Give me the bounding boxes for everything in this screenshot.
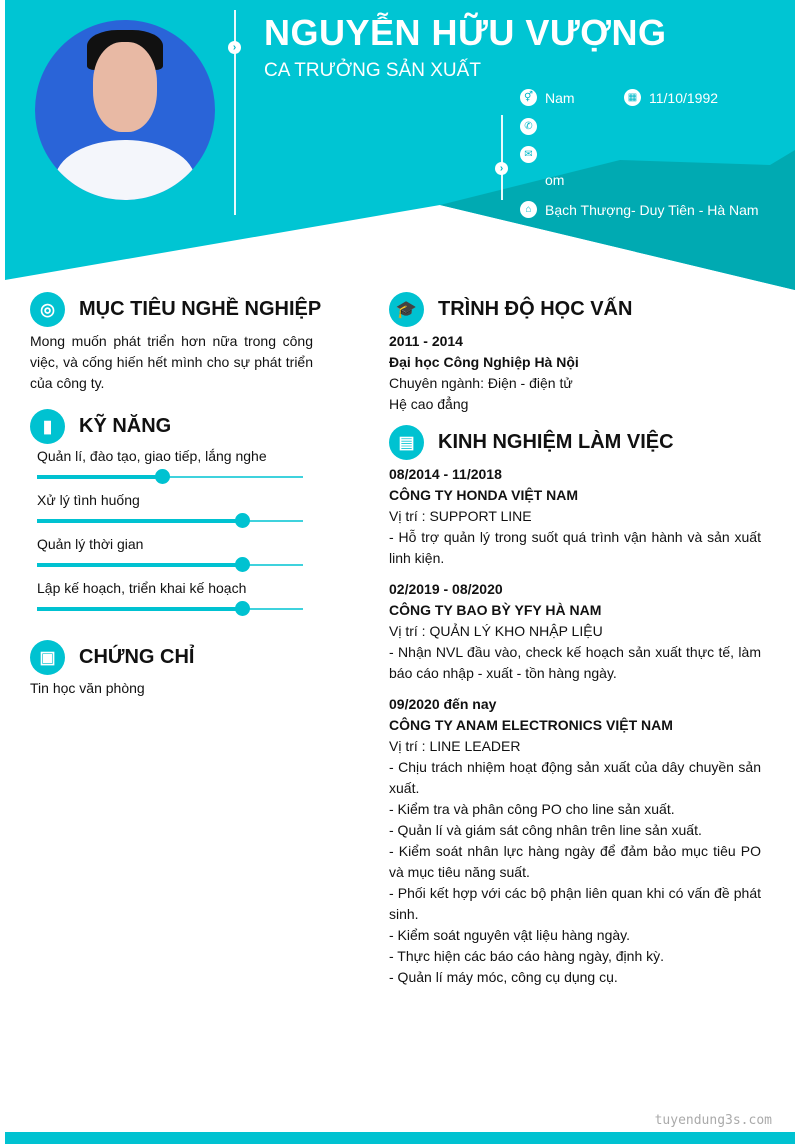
job-entry <box>389 694 761 988</box>
skill-label: Quản lí, đào tạo, giao tiếp, lắng nghe <box>37 448 267 464</box>
skill-item <box>37 536 303 566</box>
divider <box>501 115 503 200</box>
phone-icon: ✆ <box>520 118 537 135</box>
skill-bar <box>37 476 303 478</box>
objective-text: Mong muốn phát triển hơn nữa trong công việc, và cống hiến hết mình cho sự phát triển của công ty. <box>30 333 313 391</box>
footer-bar <box>5 1132 795 1144</box>
company-name: CÔNG TY BAO BỲ YFY HÀ NAM <box>389 602 602 618</box>
job-position: Vị trí : QUẢN LÝ KHO NHẬP LIỆU <box>389 623 603 639</box>
degree-level: Hệ cao đẳng <box>389 396 469 412</box>
email-icon: ✉ <box>520 146 537 163</box>
skill-fill <box>37 563 242 567</box>
company-name: CÔNG TY ANAM ELECTRONICS VIỆT NAM <box>389 717 673 733</box>
job-detail: - Chịu trách nhiệm hoạt động sản xuất của dây chuyền sản xuất. <box>389 759 761 796</box>
skill-knob <box>235 513 250 528</box>
address: Bạch Thượng- Duy Tiên - Hà Nam <box>545 201 759 218</box>
skills-heading: KỸ NĂNG <box>79 415 172 437</box>
job-title: CA TRƯỞNG SẢN XUẤT <box>264 60 481 81</box>
job-detail: - Nhận NVL đầu vào, check kế hoạch sản xuất thực tế, làm báo cáo nhập - xuất - tồn hàng ngày. <box>389 644 761 681</box>
job-detail: - Quản lí và giám sát công nhân trên line sản xuất. <box>389 822 702 838</box>
calendar-icon: ▦ <box>624 89 641 106</box>
watermark: tuyendung3s.com <box>654 1113 772 1128</box>
chevron-right-icon: › <box>228 41 241 54</box>
education-heading: TRÌNH ĐỘ HỌC VẤN <box>438 298 633 320</box>
chevron-right-icon: › <box>495 162 508 175</box>
job-entry <box>389 464 761 569</box>
experience-heading: KINH NGHIỆM LÀM VIỆC <box>438 431 674 453</box>
skill-knob <box>235 557 250 572</box>
chart-bar-icon: ▮ <box>30 409 65 444</box>
job-period: 08/2014 - 11/2018 <box>389 466 502 482</box>
skill-label: Quản lý thời gian <box>37 536 144 552</box>
skill-item <box>37 492 303 522</box>
company-name: CÔNG TY HONDA VIỆT NAM <box>389 487 579 503</box>
job-detail: - Quản lí máy móc, công cụ dụng cụ. <box>389 969 618 985</box>
job-period: 02/2019 - 08/2020 <box>389 581 503 597</box>
skill-knob <box>235 601 250 616</box>
objective-heading: MỤC TIÊU NGHỀ NGHIỆP <box>79 298 322 320</box>
graduation-cap-icon: 🎓 <box>389 292 424 327</box>
skill-item <box>37 580 303 610</box>
job-entry <box>389 579 761 684</box>
major: Chuyên ngành: Điện - điện tử <box>389 375 573 391</box>
skill-fill <box>37 607 242 611</box>
job-position: Vị trí : SUPPORT LINE <box>389 508 532 524</box>
certificate-icon: ▣ <box>30 640 65 675</box>
education-period: 2011 - 2014 <box>389 333 463 349</box>
cert-item: Tin học văn phòng <box>30 680 145 696</box>
gender-icon: ⚥ <box>520 89 537 106</box>
skill-bar <box>37 564 303 566</box>
skill-fill <box>37 475 162 479</box>
skill-bar <box>37 608 303 610</box>
skill-bar <box>37 520 303 522</box>
briefcase-icon: ▤ <box>389 425 424 460</box>
school-name: Đại học Công Nghiệp Hà Nội <box>389 354 579 370</box>
job-period: 09/2020 đến nay <box>389 696 497 712</box>
job-detail: - Phối kết hợp với các bộ phận liên quan khi có vấn đề phát sinh. <box>389 885 761 922</box>
job-detail: - Kiểm tra và phân công PO cho line sản xuất. <box>389 801 675 817</box>
job-detail: - Hỗ trợ quản lý trong suốt quá trình vận hành và sản xuất linh kiện. <box>389 529 761 566</box>
birthday: 11/10/1992 <box>649 89 719 106</box>
email: om <box>545 172 565 188</box>
candidate-name: NGUYỄN HỮU VƯỢNG <box>264 12 667 53</box>
skill-item <box>37 448 303 478</box>
skill-label: Lập kế hoạch, triển khai kế hoạch <box>37 580 247 596</box>
gender: Nam <box>545 89 575 106</box>
job-detail: - Kiểm soát nhân lực hàng ngày để đảm bảo mục tiêu PO và mục tiêu năng suất. <box>389 843 761 880</box>
job-detail: - Kiểm soát nguyên vật liệu hàng ngày. <box>389 927 631 943</box>
skill-knob <box>155 469 170 484</box>
avatar <box>35 20 215 200</box>
job-detail: - Thực hiện các báo cáo hàng ngày, định kỳ. <box>389 948 665 964</box>
certs-heading: CHỨNG CHỈ <box>79 646 195 668</box>
home-icon: ⌂ <box>520 201 537 218</box>
job-position: Vị trí : LINE LEADER <box>389 738 521 754</box>
target-icon: ◎ <box>30 292 65 327</box>
skill-label: Xử lý tình huống <box>37 492 140 508</box>
skill-fill <box>37 519 242 523</box>
